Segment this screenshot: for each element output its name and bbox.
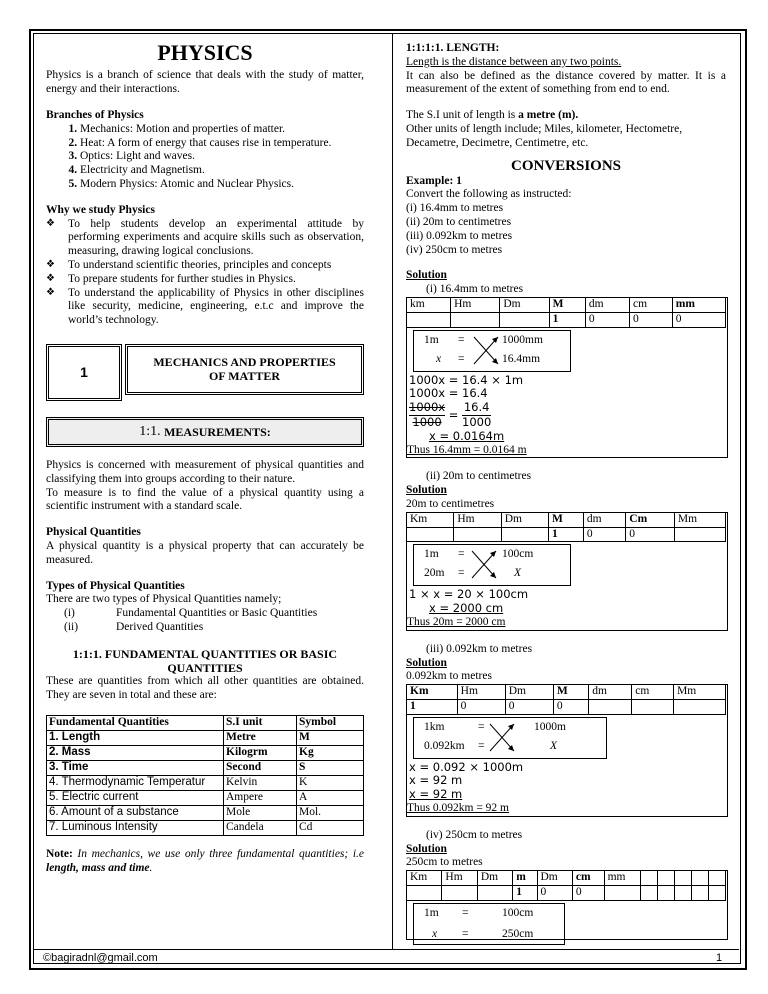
thus-text: Thus 16.4mm = 0.0164 m bbox=[407, 443, 527, 456]
branches-list bbox=[46, 123, 364, 192]
example-item: (iv) 250cm to metres bbox=[406, 243, 503, 256]
equation: x = 2000 cm bbox=[429, 601, 504, 616]
unit-table-3: Km Hm Dm M dm cm Mm 1 0 0 0 bbox=[406, 684, 726, 715]
column-divider bbox=[392, 33, 393, 949]
fq-heading: 1:1:1. FUNDAMENTAL QUANTITIES OR BASIC QUANTITIES bbox=[72, 646, 338, 676]
other-units-text: Other units of length include; Miles, kilometer, Hectometre, Decametre, Decimetre, Centimetre, etc. bbox=[406, 122, 683, 149]
pq-heading: Physical Quantities bbox=[46, 526, 141, 539]
thus-text: Thus 0.092km = 92 m bbox=[407, 802, 510, 815]
solution-label: Solution bbox=[406, 484, 447, 497]
equation: x = 92 m bbox=[409, 787, 463, 802]
cross-multiply-arrows bbox=[488, 722, 518, 754]
ratio-box-2: 1m = 100cm 20m = X bbox=[413, 544, 571, 586]
equation: x = 92 m bbox=[409, 773, 463, 788]
example-instruction: Convert the following as instructed: bbox=[406, 188, 572, 201]
section-number: 1:1. bbox=[139, 423, 161, 439]
cross-multiply-arrows bbox=[472, 335, 502, 367]
equation: 1000x = 16.4 × 1m bbox=[409, 372, 524, 387]
list-item: ❖ To understand scientific theories, principles and concepts bbox=[68, 259, 364, 273]
solution-label: Solution bbox=[406, 656, 447, 669]
table-header-row: Fundamental Quantities S.I unit Symbol bbox=[47, 716, 364, 731]
solution-label: Solution bbox=[406, 842, 447, 855]
measure-text-2: To measure is to find the value of a physical quantity using a scientific instrument with a standard scale. bbox=[46, 486, 364, 513]
list-item: 3. Optics: Light and waves. bbox=[80, 150, 364, 164]
unit-table-2: Km Hm Dm M dm Cm Mm 1 0 0 bbox=[406, 512, 726, 543]
why-list bbox=[46, 218, 364, 328]
solution-1-box bbox=[406, 297, 728, 458]
equation: 1 × x = 20 × 100cm bbox=[409, 587, 529, 602]
example-item: (ii) 20m to centimetres bbox=[406, 215, 512, 228]
ratio-box-1: 1m = 1000mm x = 16.4mm bbox=[413, 330, 571, 372]
length-def-1: Length is the distance between any two points. bbox=[406, 55, 622, 68]
si-unit-text: The S.I unit of length is a metre (m). bbox=[406, 109, 579, 122]
length-heading: 1:1:1:1. LENGTH: bbox=[406, 42, 500, 54]
list-item: 1. Mechanics: Motion and properties of matter. bbox=[80, 123, 364, 137]
solution-2-label: (ii) 20m to centimetres bbox=[426, 470, 532, 483]
solution-4-sub: 250cm to metres bbox=[406, 856, 483, 869]
solution-3-label: (iii) 0.092km to metres bbox=[426, 642, 533, 655]
table-row: 1. Length Metre M bbox=[47, 731, 364, 746]
chapter-banner bbox=[46, 344, 364, 401]
solution-4-label: (iv) 250cm to metres bbox=[426, 828, 523, 841]
table-row: 3. Time Second S bbox=[47, 761, 364, 776]
left-column bbox=[46, 36, 364, 876]
conversions-heading: CONVERSIONS bbox=[510, 157, 622, 174]
ratio-box-3: 1km = 1000m 0.092km = X bbox=[413, 717, 607, 759]
example-label: Example: 1 bbox=[406, 174, 462, 187]
solution-label: Solution bbox=[406, 269, 447, 282]
right-column bbox=[406, 36, 726, 940]
section-title: MEASUREMENTS: bbox=[164, 424, 271, 439]
fq-text: These are quantities from which all other quantities are obtained. They are seven in total and these are: bbox=[46, 675, 364, 702]
solution-4-box bbox=[406, 870, 728, 940]
why-heading: Why we study Physics bbox=[46, 203, 155, 216]
table-row: 2. Mass Kilogrm Kg bbox=[47, 746, 364, 761]
length-def-2: It can also be defined as the distance covered by matter. It is a measurement of the extent of something from end to end. bbox=[406, 69, 726, 96]
page-title: PHYSICS bbox=[157, 40, 253, 65]
chapter-title: MECHANICS AND PROPERTIES OF MATTER bbox=[125, 344, 364, 395]
cross-multiply-arrows bbox=[470, 549, 500, 581]
solution-1-label: (i) 16.4mm to metres bbox=[426, 283, 524, 296]
ratio-box-4: 1m = 100cm x = 250cm bbox=[413, 903, 565, 945]
example-item: (i) 16.4mm to metres bbox=[406, 202, 504, 215]
list-item: 2. Heat: A form of energy that causes rise in temperature. bbox=[80, 137, 364, 151]
table-row: 7. Luminous Intensity Candela Cd bbox=[47, 821, 364, 836]
table-row: 5. Electric current Ampere A bbox=[47, 791, 364, 806]
footer-email: ©bagiradnl@gmail.com bbox=[43, 952, 158, 964]
example-item: (iii) 0.092km to metres bbox=[406, 229, 513, 242]
solution-3-sub: 0.092km to metres bbox=[406, 670, 492, 683]
list-item: (ii) Derived Quantities bbox=[64, 620, 204, 633]
list-item: ❖ To understand the applicability of Physics in other disciplines like security, medicine, engineering, e.t.c and improve the world’s technology. bbox=[68, 287, 364, 328]
fundamental-quantities-table bbox=[46, 715, 364, 836]
equation: 1000x = 16.4 bbox=[409, 386, 488, 401]
equation: x = 0.0164m bbox=[429, 428, 505, 443]
list-item: ❖ To prepare students for further studies in Physics. bbox=[68, 273, 364, 287]
list-item: ❖ To help students develop an experimental attitude by performing experiments and acquire skills such as observation, measuring, drawing logical conclusions. bbox=[68, 218, 364, 259]
thus-text: Thus 20m = 2000 cm bbox=[407, 615, 506, 628]
footer-divider bbox=[33, 949, 739, 950]
chapter-number: 1 bbox=[46, 344, 122, 401]
equation: x = 0.092 × 1000m bbox=[409, 759, 524, 774]
table-row: 4. Thermodynamic Temperatur Kelvin K bbox=[47, 776, 364, 791]
types-heading: Types of Physical Quantities bbox=[46, 579, 185, 592]
branches-heading: Branches of Physics bbox=[46, 108, 144, 121]
solution-3-box bbox=[406, 684, 728, 817]
solution-2-sub: 20m to centimetres bbox=[406, 497, 495, 510]
note-text: Note: In mechanics, we use only three fundamental quantities; i.e length, mass and time. bbox=[46, 848, 364, 874]
pq-text: A physical quantity is a physical property that can accurately be measured. bbox=[46, 539, 364, 566]
page-number: 1 bbox=[716, 952, 723, 964]
section-banner bbox=[46, 417, 364, 447]
unit-table-1: km Hm Dm M dm cm mm 1 0 0 0 bbox=[406, 297, 726, 328]
types-list bbox=[46, 607, 364, 635]
equation-fraction: $\frac{1000x}{1000}$ = $\frac{16.4}{1000}$ bbox=[409, 400, 492, 429]
solution-2-box bbox=[406, 512, 728, 631]
measure-text-1: Physics is concerned with measurement of physical quantities and classifying them into groups according to their nature. bbox=[46, 458, 364, 485]
types-text: There are two types of Physical Quantities namely; bbox=[46, 593, 282, 606]
unit-table-4: Km Hm Dm m Dm cm mm 1 0 0 bbox=[406, 870, 726, 901]
table-row: 6. Amount of a substance Mole Mol. bbox=[47, 806, 364, 821]
intro-text: Physics is a branch of science that deals with the study of matter, energy and their interactions. bbox=[46, 69, 364, 96]
list-item: 4. Electricity and Magnetism. bbox=[80, 164, 364, 178]
list-item: 5. Modern Physics: Atomic and Nuclear Physics. bbox=[80, 178, 364, 192]
list-item: (i) Fundamental Quantities or Basic Quantities bbox=[64, 607, 318, 620]
